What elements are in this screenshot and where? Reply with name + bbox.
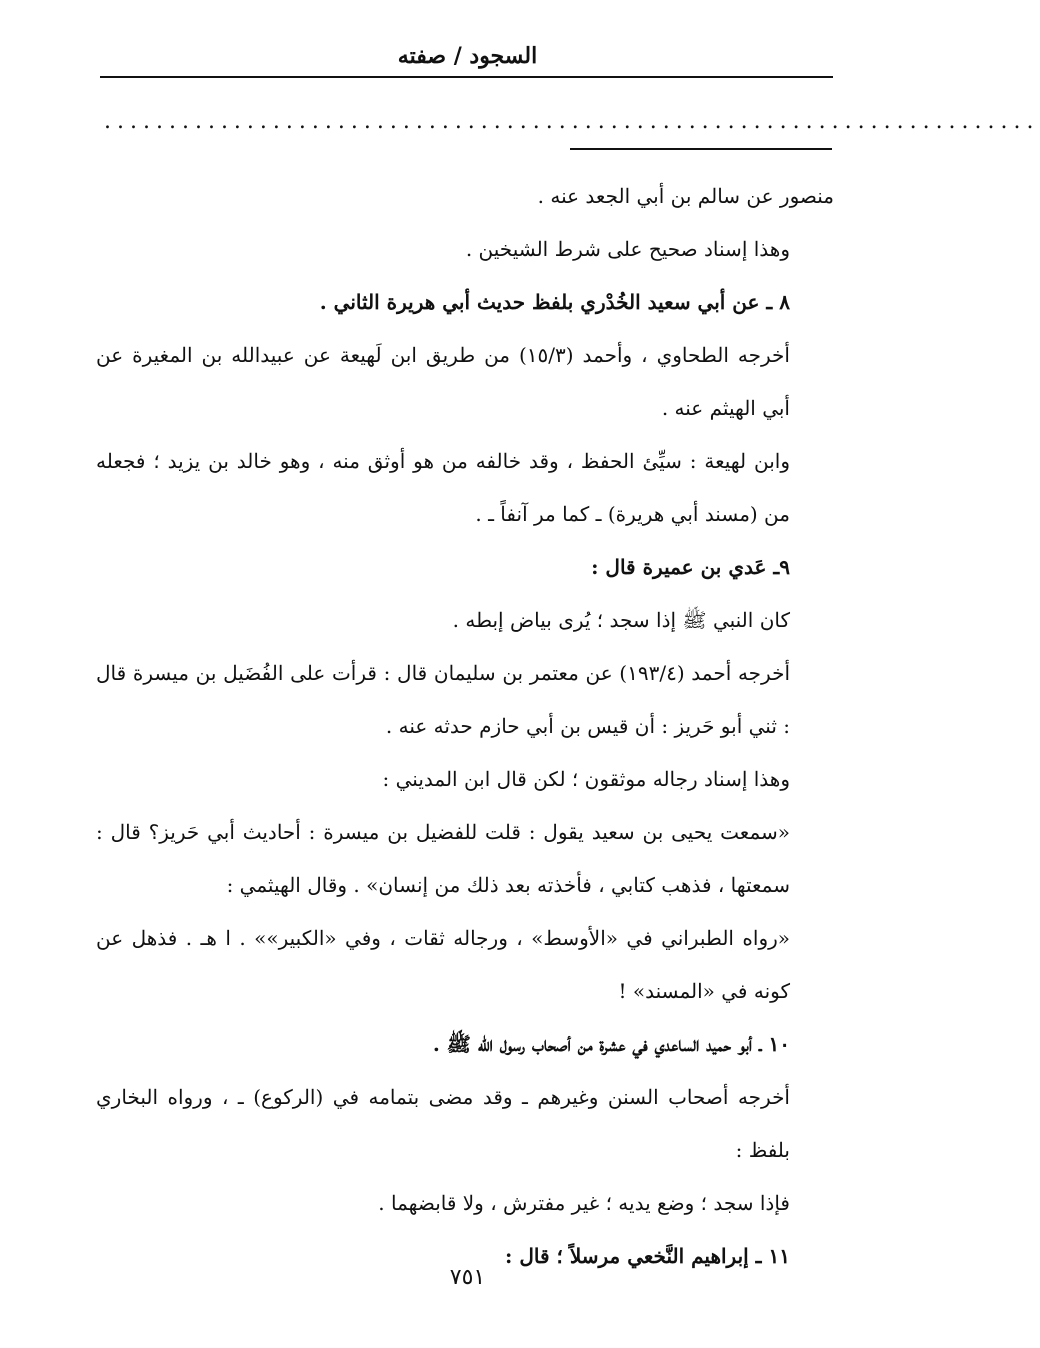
footnote-rule — [570, 148, 832, 150]
paragraph-9: وهذا إسناد رجاله موثقون ؛ لكن قال ابن المديني : — [382, 767, 790, 791]
dotted-separator: ........................................................................ — [104, 109, 1040, 134]
item-11-heading: ١١ ـ إبراهيم النَّخعي مرسلاً ؛ قال : — [505, 1244, 790, 1268]
paragraph-2: وهذا إسناد صحيح على شرط الشيخين . — [465, 237, 790, 261]
paragraph-13: أخرجه أصحاب السنن وغيرهم ـ وقد مضى بتمامه في (الركوع) ـ ، ورواه البخاري بلفظ : — [96, 1085, 790, 1162]
quotation-ibn-madini: «سمعت يحيى بن سعيد يقول : قلت للفضيل بن ميسرة : أحاديث أبي حَريز؟ قال : سمعتها ، فذهب كتابي ، فأخذته بعد ذلك من إنسان» . وقال الهيثمي : — [96, 820, 790, 897]
paragraph-5: وابن لهيعة : سيِّئ الحفظ ، وقد خالفه من هو أوثق منه ، وهو خالد بن يزيد ؛ فجعله من (مسند أبي هريرة) ـ كما مر آنفاً ـ . — [96, 449, 790, 526]
body-text — [96, 170, 834, 1283]
item-9-heading: ٩ـ عَدي بن عميرة قال : — [591, 555, 790, 579]
quotation-haythami: «رواه الطبراني في «الأوسط» ، ورجاله ثقات ، وفي «الكبير»» . ا هـ . فذهل عن كونه في «المسند» ! — [96, 926, 790, 1003]
item-8-heading: ٨ ـ عن أبي سعيد الخُدْري بلفظ حديث أبي هريرة الثاني . — [319, 290, 790, 314]
hadith-text-10: فإذا سجد ؛ وضع يديه ؛ غير مفترش ، ولا قابضهما . — [378, 1191, 790, 1215]
running-header: السجود / صفته — [397, 43, 538, 69]
item-10-heading: ١٠ ـ أبو حميد الساعدي في عشرة من أصحاب رسول الله ﷺ . — [432, 1032, 790, 1056]
paragraph-8: أخرجه أحمد (١٩٣/٤) عن معتمر بن سليمان قال : قرأت على الفُضَيل بن ميسرة قال : ثني أبو حَريز : أن قيس بن أبي حازم حدثه عنه . — [96, 661, 791, 738]
paragraph-1: منصور عن سالم بن أبي الجعد عنه . — [537, 184, 834, 208]
paragraph-4: أخرجه الطحاوي ، وأحمد (١٥/٣) من طريق ابن لَهيعة عن عبيدالله بن المغيرة عن أبي الهيثم عنه . — [96, 343, 790, 420]
hadith-text-9: كان النبي ﷺ إذا سجد ؛ يُرى بياض إبطه . — [452, 608, 790, 632]
header-rule — [100, 76, 833, 78]
page-number: ٧٥١ — [449, 1265, 486, 1290]
